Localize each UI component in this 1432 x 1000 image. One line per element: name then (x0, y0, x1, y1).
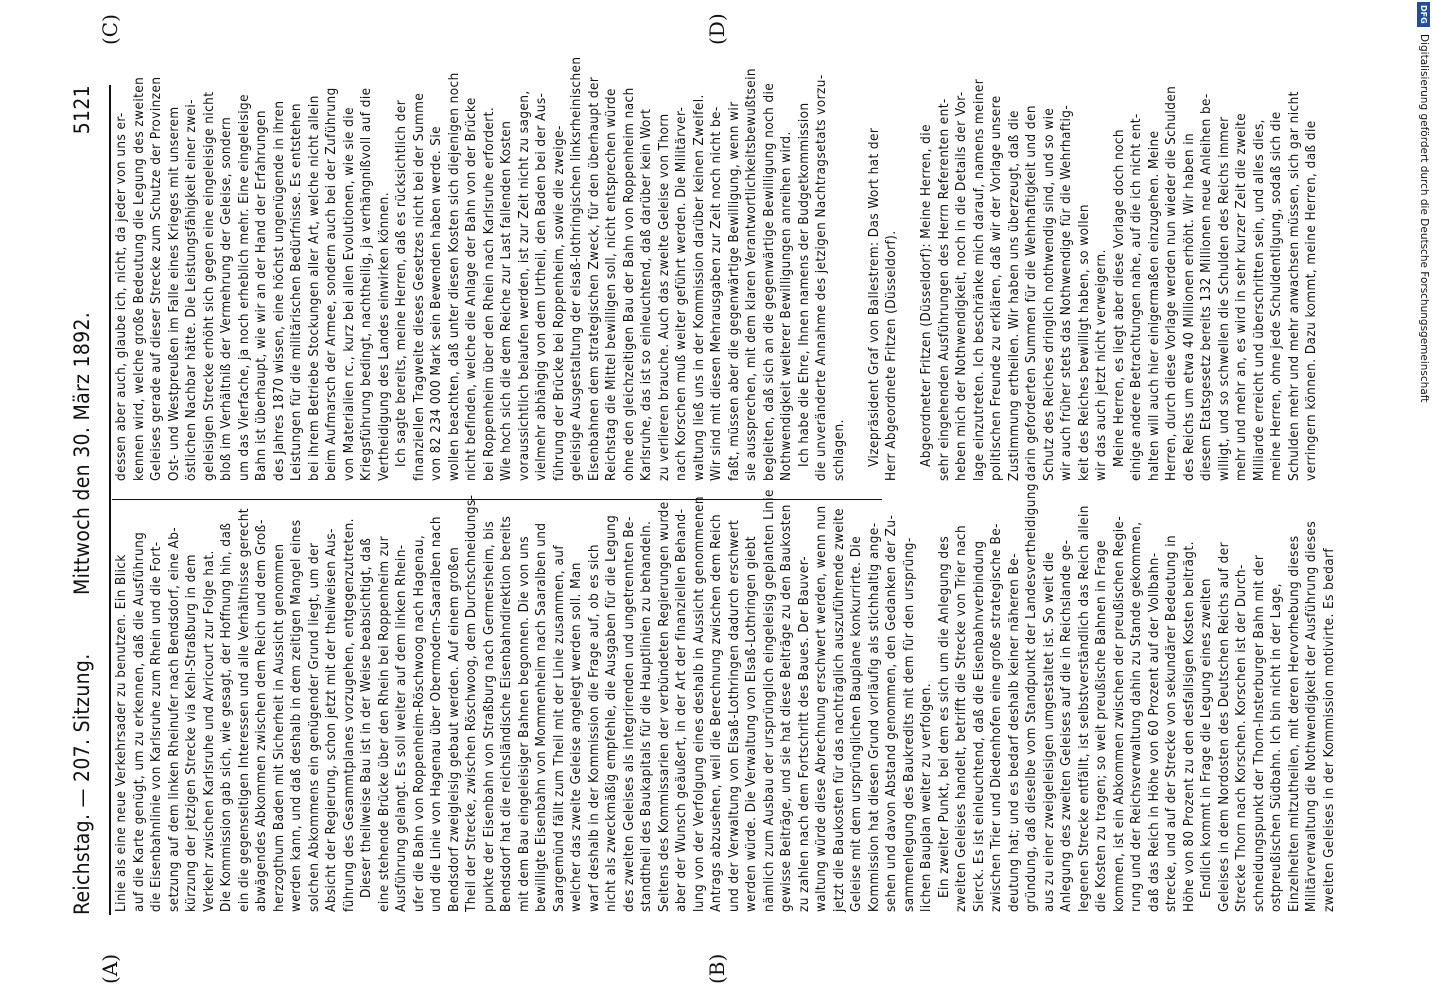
right-column-line: Vizepräsident Graf von Ballestrem: Das Wort hat der (866, 127, 882, 467)
right-column-line: einige andere Betrachtungen nahe, auf die ich nicht ent- (1129, 113, 1144, 481)
left-column-line: aus zu einer zweigeleisigen umgestaltet ist. So weit die (1041, 551, 1057, 912)
right-column-line: kennen wird, welche große Bedeutung die Legung des zweiten (131, 76, 147, 481)
right-column-line: vielmehr abhängig von dem Urtheil, den Baden bei der Aus- (534, 92, 549, 481)
right-column-line: ohne den gleichzeitigen Bau der Bahn von Roppenheim nach (621, 87, 637, 481)
left-column-line: herzogthum Baden mit Sicherheit in Aussicht genommen (271, 543, 287, 912)
right-column-line: waltung ließ uns in der Kommission darüber keinen Zweifel. (691, 94, 707, 481)
left-column-line: und der Verwaltung von Elsaß-Lothringen dadurch erschwert (726, 519, 742, 912)
left-text-column (113, 483, 1337, 912)
right-column-line: geleisigen Strecke erhöht sich gegen eine eingeleisige nicht (201, 91, 217, 481)
left-column-line: Ausführung gelangt. Es soll weiter auf dem linken Rhein- (394, 544, 409, 912)
right-column-line: Bahn ist überhaupt, wie wir an der Hand der Erfahrungen (254, 110, 269, 481)
right-column-line (901, 81, 919, 481)
right-column-line: sie aussprechen, mit dem klaren Verantwortlichkeitsbewußtsein (744, 67, 759, 481)
left-column-line: lichen Bauplan weiter zu verfolgen. (919, 683, 934, 912)
left-column-line: warf deshalb in der Kommission die Frage auf, ob es sich (586, 544, 602, 912)
right-column-line: meine Herren, ohne jede Schuldentilgung, sodaß sich die (1269, 111, 1284, 481)
left-column-line: gründung, daß dieselbe vom Standpunkt der Landesvertheidigung (1024, 483, 1039, 912)
right-column-line: heben mich der Nothwendigkeit, noch in die Details der Vor- (954, 91, 969, 481)
left-column-line: Seitens des Kommissarien der verbündeten Regierungen wurde (656, 501, 672, 912)
left-column-line: ein die gegenseitigen Interessen und alle Verhältnisse gerecht (236, 508, 252, 912)
right-column-line: darin geforderten Summen für die Wehrhaftigkeit und den (1024, 105, 1039, 481)
left-column-line: mit dem Bau eingeleisiger Bahnen begonnen. Die von uns (516, 536, 532, 912)
left-column-line: strecke, und auf der Strecke von sekundärer Bedeutung in (1164, 534, 1179, 912)
right-column-line: von Materialien rc., kurz bei allen Evolutionen, wie sie die (341, 107, 357, 481)
right-column-line: wir das auch jetzt nicht verweigern. (1094, 249, 1109, 481)
header-date: Mittwoch den 30. März 1892. (70, 311, 94, 595)
right-column-line: Ich sagte bereits, meine Herren, daß es rücksichtlich der (394, 99, 409, 467)
right-column-line: Meine Herren, es liegt aber diese Vorlage doch noch (1111, 128, 1127, 467)
left-column-line: aber der Wunsch geäußert, in der Art der finanziellen Behand- (674, 508, 689, 912)
right-column-line: bei Roppenheim über den Rhein nach Karlsruhe erfordert. (481, 106, 497, 481)
left-column-line: nicht als zweckmäßig empfehle, die Ausgaben für die Legung (604, 514, 619, 912)
left-column-line: Kommission hat diesen Grund vorläufig als stichhaltig ange- (866, 522, 882, 912)
right-column-line: verringern können. Dazu kommt, meine Herren, daß die (1304, 120, 1319, 481)
right-column-line: Vertheidigung des Landes einwirken können. (376, 192, 392, 481)
left-column-line: standtheil des Baukapitals für die Hauptlinien zu behandeln. (639, 520, 654, 912)
right-column-line: geleisige Ausgestaltung der elsaß-lothringischen linksrheinischen (569, 56, 584, 481)
left-column-line: Bendsdorf zweigleisig gebaut werden. Auf einem großen (446, 546, 462, 912)
right-text-column (113, 56, 1319, 481)
page-header (64, 85, 108, 915)
left-column-line: des zweiten Geleises als integrirenden und ungetrennten Be- (621, 516, 637, 912)
left-column-line: Strecke Thorn nach Korschen. Korschen ist der Durch- (1234, 564, 1249, 912)
left-column-line: kürzung der jetzigen Strecke via Kehl-Straßburg in dem (184, 554, 199, 912)
left-column-line: nämlich zum Ausbau der ursprünglich eingeleisig geplanten Linie (761, 489, 777, 912)
left-column-line: Antrags abzusehen, weil die Berechnung zwischen dem Reich (709, 513, 724, 912)
margin-letter-b: (B) (705, 953, 729, 984)
right-column-line: Schulden mehr und mehr anwachsen müssen, sich gar nicht (1286, 91, 1302, 481)
right-column-line: Abgeordneter Fritzen (Düsseldorf): Meine Herren, die (919, 124, 934, 467)
right-column-line: Geleises gerade auf dieser Strecke zum Schutze der Provinzen (149, 76, 164, 481)
left-column-line: auf die Karte genügt, um zu erkennen, daß die Ausführung (131, 531, 147, 912)
right-column-line: des Jahres 1870 wissen, eine höchst ungenügende in ihren (271, 100, 287, 481)
right-column-line: faßt, müssen aber die gegenwärtige Bewilligung, wenn wir (726, 101, 742, 481)
left-column-line: Geleise mit dem ursprünglichen Bauplane konkurrirte. Die (849, 535, 864, 912)
left-column-line: sammenlegung des Baukredits mit dem für den ursprüng- (901, 537, 917, 912)
right-column-line: schlagen. (831, 419, 847, 481)
digitization-credit: Digitalisierung gefördert durch die Deutsche Forschungsgemeinschaft (1418, 34, 1430, 403)
left-column-line: Die Kommission gab sich, wie gesagt, der Hoffnung hin, daß (219, 522, 234, 912)
left-column-line: rung und der Reichsverwaltung dahin zu Stande gekommen, (1129, 521, 1144, 912)
left-column-line: werden würde. Die Verwaltung von Elsaß-Lothringen giebt (744, 536, 759, 912)
left-column-line: bewilligte Eisenbahn von Mommenheim nach Saaralben und (534, 522, 549, 912)
left-column-line: Einzelheiten mitzutheilen, mit deren Hervorhebung dieses (1286, 535, 1302, 912)
right-column-line: Herr Abgeordnete Fritzen (Düsseldorf). (884, 230, 899, 481)
right-column-line: mehr und mehr an, es wird in sehr kurzer Zeit die zweite (1234, 112, 1249, 481)
left-column-line: waltung würde diese Abrechnung erschwert werden, wenn nun (814, 505, 829, 912)
right-column-line: Milliarde erreicht und überschritten sein, und alles dies, (1251, 119, 1267, 481)
left-column-line: ostpreußischen Südbahn. Ich bin nicht in der Lage, (1269, 583, 1284, 912)
left-column-line: Bendsdorf hat die reichsländische Eisenbahndirektion bereits (499, 515, 514, 912)
left-column-line: Sierck. Es ist einleuchtend, daß die Eisenbahnverbindung (971, 540, 987, 912)
right-column-line: willigt, und so schwellen die Schulden des Reichs immer (1216, 116, 1232, 481)
right-column-line: politischen Freunde zu erklären, daß wir der Vorlage unsere (989, 95, 1004, 481)
left-column-line: punkte der Eisenbahn von Straßburg nach Germersheim, bis (481, 520, 497, 912)
right-column-line: Herren, durch diese Vorlage werden nun wieder die Schulden (1164, 85, 1179, 481)
left-column-line: zweiten Geleises in der Kommission motivirte. Es bedarf (1321, 547, 1337, 912)
right-column-line: wir auch früher stets das Nothwendige für die Wehrhaftig- (1059, 104, 1074, 481)
right-column-line (848, 81, 866, 481)
right-column-line: Kriegsführung bedingt, nachtheilig, ja verhängnißvoll auf die (359, 87, 374, 481)
left-column-line: Absicht der Regierung, schon jetzt mit der theilweisen Aus- (324, 528, 339, 912)
right-column-line: Wir sind mit diesen Mehrausgaben zur Zeit noch nicht be- (709, 106, 724, 481)
left-column-line: setzung auf dem linken Rheinufer nach Bendsdorf, eine Ab- (166, 526, 182, 912)
left-column-line: Saargemünd fällt zum Theil mit der Linie zusammen, auf (551, 544, 567, 912)
right-column-line: Nothwendigkeit weiterer Bewilligungen anreihen wird. (779, 131, 794, 481)
left-column-line: welcher das zweite Geleise angelegt werden soll. Man (569, 562, 584, 912)
right-column-line: von 82 234 000 Mark sein Bewenden haben werde. Sie (429, 125, 444, 481)
right-column-line: dessen aber auch, glaube ich, nicht, da jeder von uns er- (114, 112, 129, 481)
right-column-line: Schutz des Reiches dringlich nothwendig sind, und so wie (1041, 107, 1057, 481)
left-column-line: zweiten Geleises handelt, betrifft die Strecke von Trier nach (954, 524, 969, 912)
left-column-line: Theil der Strecke, zwischen Röschwoog, dem Durchschneidungs- (464, 494, 479, 912)
right-column-line: lage einzutreten. Ich beschränke mich darauf, namens meiner (971, 78, 987, 481)
left-column-line: führung des Gesammtplanes vorzugehen, entgegenzutreten. (341, 518, 357, 912)
right-column-line: voraussichtlich belaufen werden, ist zur Zeit nicht zu sagen, (516, 90, 532, 481)
right-column-line: wollen beachten, daß unter diesen Kosten sich diejenigen noch (446, 72, 462, 481)
right-column-line: finanziellen Tragweite dieses Gesetzes nicht bei der Summe (411, 92, 427, 481)
right-column-line: Ich habe die Ehre, Ihnen namens der Budgetkommission (796, 102, 812, 467)
right-column-line: beim Aufmarsch der Armee, sondern auch bei der Zuführung (324, 87, 339, 481)
right-column-line: nach Korschen muß weiter geführt werden. Die Militärver- (674, 106, 689, 481)
left-column-line: Verkehr zwischen Karlsruhe und Avricourt zur Folge hat. (201, 550, 217, 912)
footer-credit-block (1412, 0, 1432, 1000)
left-column-line: Linie als eine neue Verkehrsader zu benutzen. Ein Blick (114, 554, 129, 912)
left-column-line: Anlegung des zweiten Geleises auf die in Reichslande ge- (1059, 539, 1074, 912)
margin-letter-d: (D) (705, 13, 729, 45)
right-column-line: Reichstag die Mittel bewilligen soll, nicht entsprechen würde (604, 88, 619, 481)
left-column-line: zu zahlen nach dem Fortschritt des Baues. Der Bauver- (796, 555, 812, 912)
left-column-line: jetzt die Baukosten für das nachträglich auszuführende zweite (831, 507, 847, 912)
right-column-line: um das Vierfache, ja noch erheblich mehr. Eine eingeleisige (236, 94, 252, 481)
left-column-line: Geleises in dem Nordosten des Deutschen Reichs auf der (1216, 542, 1232, 912)
right-column-line: die unveränderte Annahme des jetzigen Nachtragsetats vorzu- (814, 74, 829, 481)
left-column-line: die Kosten zu tragen; so weit preußische Bahnen in Frage (1094, 540, 1109, 912)
right-column-line: keit des Reiches bewilligt haben, so wollen (1076, 204, 1092, 481)
left-column-line: die Eisenbahnlinie von Karlsruhe zum Rhein und die Fort- (149, 541, 164, 912)
left-column-line: abwägendes Abkommen zwischen dem Reich und dem Groß- (254, 519, 269, 912)
left-column-line: eine stehende Brücke über den Rhein bei Roppenheim zur (376, 536, 392, 912)
left-column-line: Höhe von 80 Prozent zu den desfallsigen Kosten beiträgt. (1181, 541, 1197, 912)
left-column-line: deutung hat; und es bedarf deshalb keiner näheren Be- (1006, 553, 1022, 912)
right-column-line: zu verlieren brauche. Auch das zweite Geleise von Thorn (656, 113, 672, 481)
right-column-line: Leistungen für die militärischen Bedürfnisse. Es entstehen (289, 103, 304, 481)
left-column-line: gewisse Beiträge, und sie hat diese Beiträge zu den Baukosten (779, 504, 794, 912)
margin-letter-a: (A) (98, 953, 122, 984)
right-column-line: Zustimmung ertheilen. Wir haben uns überzeugt, daß die (1006, 110, 1022, 481)
margin-letter-c: (C) (98, 14, 122, 45)
right-column-line: Wie hoch sich die dem Reiche zur Last fallenden Kosten (499, 120, 514, 481)
header-rule (109, 85, 111, 915)
left-column-line: schneidungspunkt der Thorn-Insterburger Bahn mit der (1251, 554, 1267, 912)
right-column-line: des Reichs um etwa 40 Millionen erhöht. Wir haben in (1181, 132, 1197, 481)
left-column-line: legenen Strecke entfällt, ist selbstverständlich das Reich allein (1076, 505, 1092, 912)
left-column-line: werden kann, und daß deshalb in dem zeitigen Mangel eines (289, 519, 304, 912)
left-column-line: Endlich kommt in Frage die Legung eines zweiten (1199, 578, 1214, 898)
left-column-line: Ein zweiter Punkt, bei dem es sich um die Anlegung des (936, 535, 952, 898)
right-column-line: bei ihrem Betriebe Stockungen aller Art, welche nicht allein (306, 95, 322, 481)
left-column-line: solchen Abkommens ein genügender Grund liegt, um der (306, 542, 322, 912)
header-page-number: 5121 (70, 85, 94, 135)
right-column-line: Karlsruhe, das ist so einleuchtend, daß darüber kein Wort (639, 108, 654, 481)
right-column-line: führung der Brücke bei Roppenheim, sowie die zweige- (551, 125, 567, 481)
left-column-line: ufer die Bahn von Roppenheim-Röschwoog nach Hagenau, (411, 534, 427, 912)
left-column-line: daß das Reich in Höhe von 60 Prozent auf der Vollbahn- (1146, 552, 1162, 912)
right-column-line: sehr eingehenden Ausführungen des Herrn Referenten ent- (936, 98, 952, 481)
left-column-line: und die Linie von Hagenau über Obermodern-Saaralben nach (429, 516, 444, 912)
right-column-line: halten will auch hier einigermaßen einzugehen. Meine (1146, 130, 1162, 481)
left-column-line: Militärverwaltung die Nothwendigkeit der Ausführung dieses (1304, 520, 1319, 912)
left-column-line: lung von der Verfolgung eines deshalb in Aussicht genommenen (691, 496, 707, 912)
header-publication: Reichstag. — 207. Sitzung. (70, 653, 94, 915)
left-column-line: kommen, ist ein Abkommen zwischen der preußischen Regie- (1111, 515, 1127, 912)
right-column-line: Eisenbahnen dem strategischen Zweck, für den überhaupt der (586, 76, 602, 481)
right-column-line: Ost- und Westpreußen im Falle eines Krieges mit unserem (166, 106, 182, 481)
left-column-line: zwischen Trier und Diedenhofen eine große strategische Be- (989, 523, 1004, 912)
right-column-line: bloß im Verhältniß der Vermehrung der Geleise, sondern (219, 116, 234, 481)
right-column-line: östlichen Nachbar hätte. Die Leistungsfähigkeit einer zwei- (184, 99, 199, 481)
right-column-line: nicht befinden, welche die Anlage der Bahn von der Brücke (464, 97, 479, 481)
right-column-line: diesem Etatsgesetz bereits 132 Millionen neue Anleihen be- (1199, 93, 1214, 481)
dfg-logo: DFG (1417, 2, 1430, 27)
left-column-line: Dieser theilweise Bau ist in der Weise beabsichtigt, daß (359, 537, 374, 898)
right-column-line: begleiten, daß sich an die gegenwärtige Bewilligung noch die (761, 82, 777, 481)
left-column-line: sehen und davon Abstand genommen, den Gedanken der Zu- (884, 514, 899, 912)
